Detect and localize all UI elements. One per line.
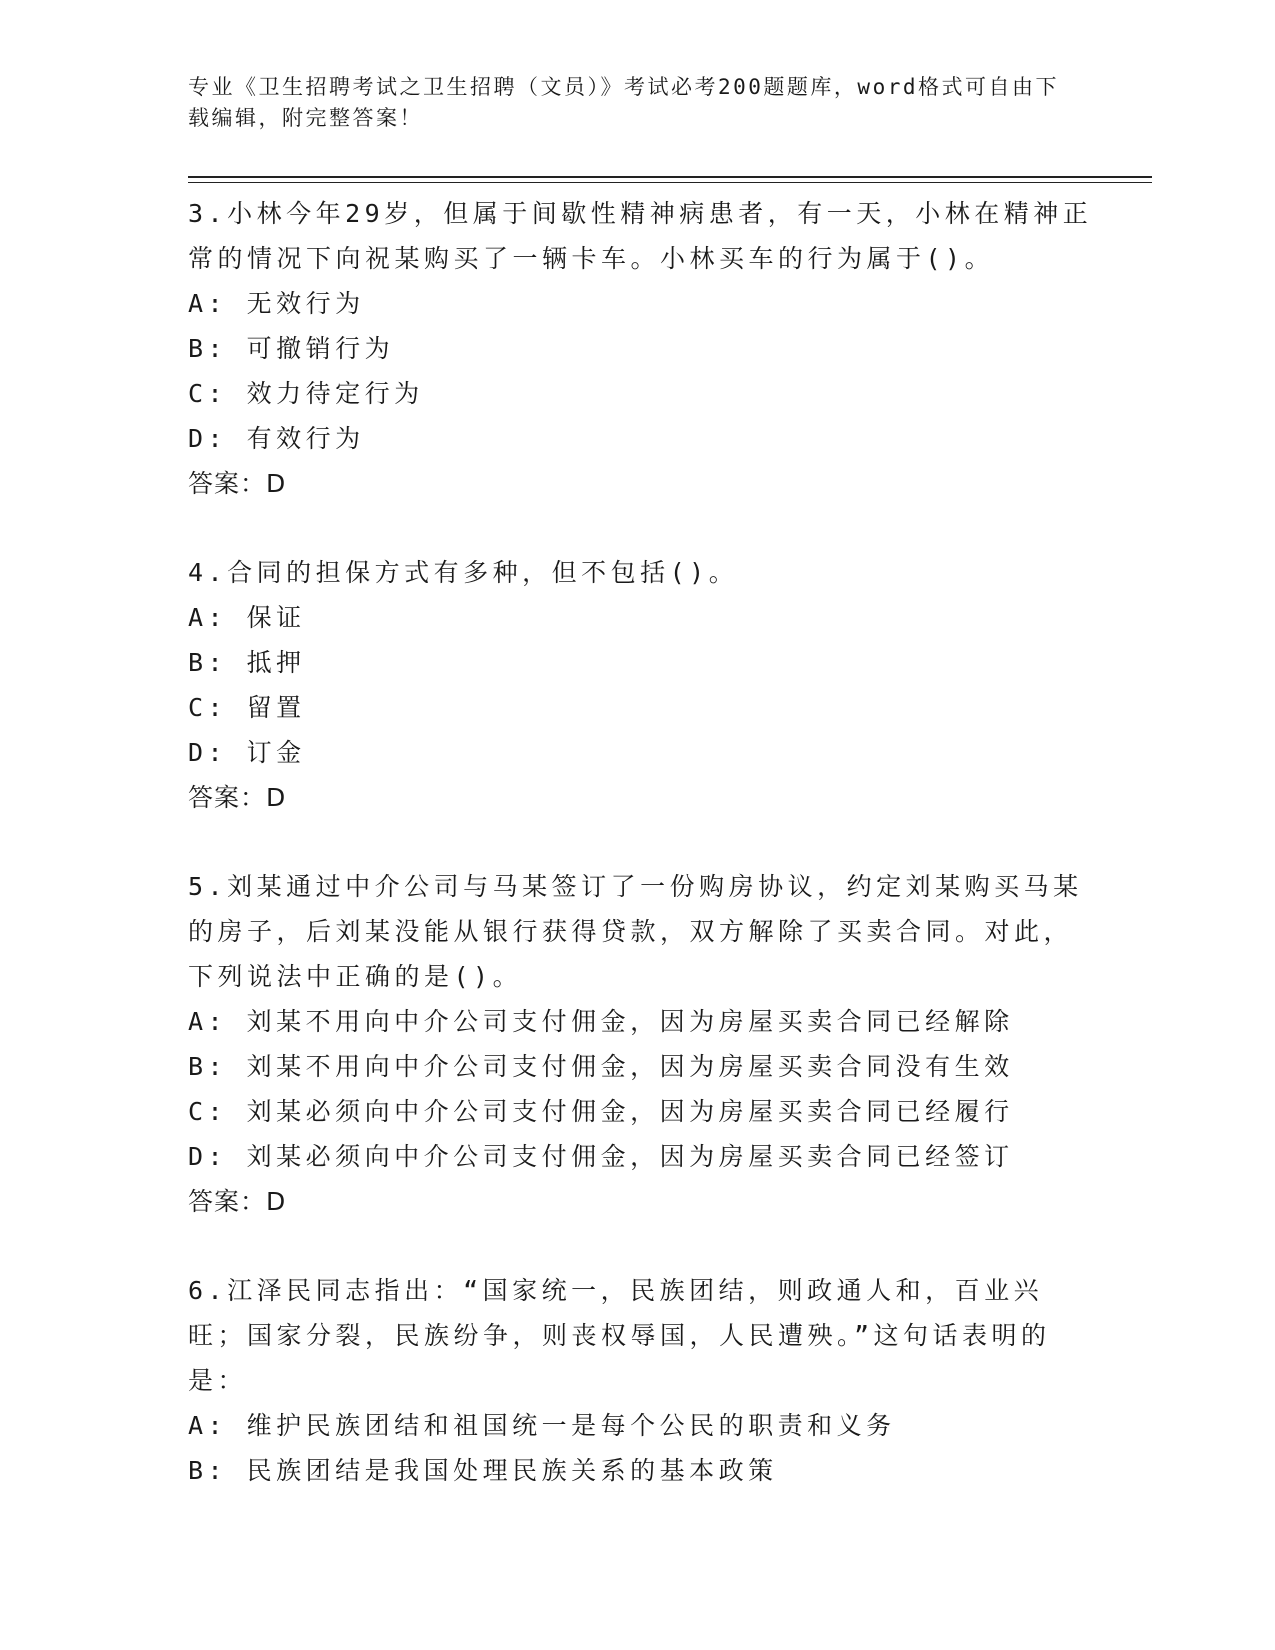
question-6 [188,1268,1098,1493]
option-d: D: 订金 [188,738,306,767]
option-b: B: 民族团结是我国处理民族关系的基本政策 [188,1456,778,1485]
option-d: D: 有效行为 [188,424,365,453]
question-text: 3.小林今年29岁，但属于间歇性精神病患者，有一天，小林在精神正常的情况下向祝某购买了一辆卡车。小林买车的行为属于()。 [188,199,1093,273]
question-4 [188,550,1098,820]
option-b: B: 刘某不用向中介公司支付佣金，因为房屋买卖合同没有生效 [188,1052,1014,1081]
question-text: 6.江泽民同志指出：“国家统一，民族团结，则政通人和，百业兴旺；国家分裂，民族纷争，则丧权辱国，人民遭殃。”这句话表明的是： [188,1276,1051,1395]
option-b: B: 可撤销行为 [188,334,395,363]
question-text: 5.刘某通过中介公司与马某签订了一份购房协议，约定刘某购买马某的房子，后刘某没能从银行获得贷款，双方解除了买卖合同。对此，下列说法中正确的是()。 [188,872,1083,991]
answer-line: 答案：D [188,469,287,498]
option-b: B: 抵押 [188,648,306,677]
option-c: C: 刘某必须向中介公司支付佣金，因为房屋买卖合同已经履行 [188,1097,1014,1126]
option-d: D: 刘某必须向中介公司支付佣金，因为房屋买卖合同已经签订 [188,1142,1014,1171]
option-a: A: 刘某不用向中介公司支付佣金，因为房屋买卖合同已经解除 [188,1007,1014,1036]
answer-line: 答案：D [188,1187,287,1216]
question-list [188,191,1098,1537]
header-divider-thin [188,182,1152,183]
question-5 [188,864,1098,1224]
option-c: C: 留置 [188,693,306,722]
question-text: 4.合同的担保方式有多种，但不包括()。 [188,558,739,587]
option-a: A: 保证 [188,603,306,632]
header-divider-thick [188,176,1152,178]
answer-line: 答案：D [188,783,287,812]
question-3 [188,191,1098,506]
option-a: A: 无效行为 [188,289,365,318]
option-c: C: 效力待定行为 [188,379,424,408]
document-header: 专业《卫生招聘考试之卫生招聘（文员）》考试必考200题题库，word格式可自由下载编辑，附完整答案！ [188,75,1059,130]
option-a: A: 维护民族团结和祖国统一是每个公民的职责和义务 [188,1411,896,1440]
